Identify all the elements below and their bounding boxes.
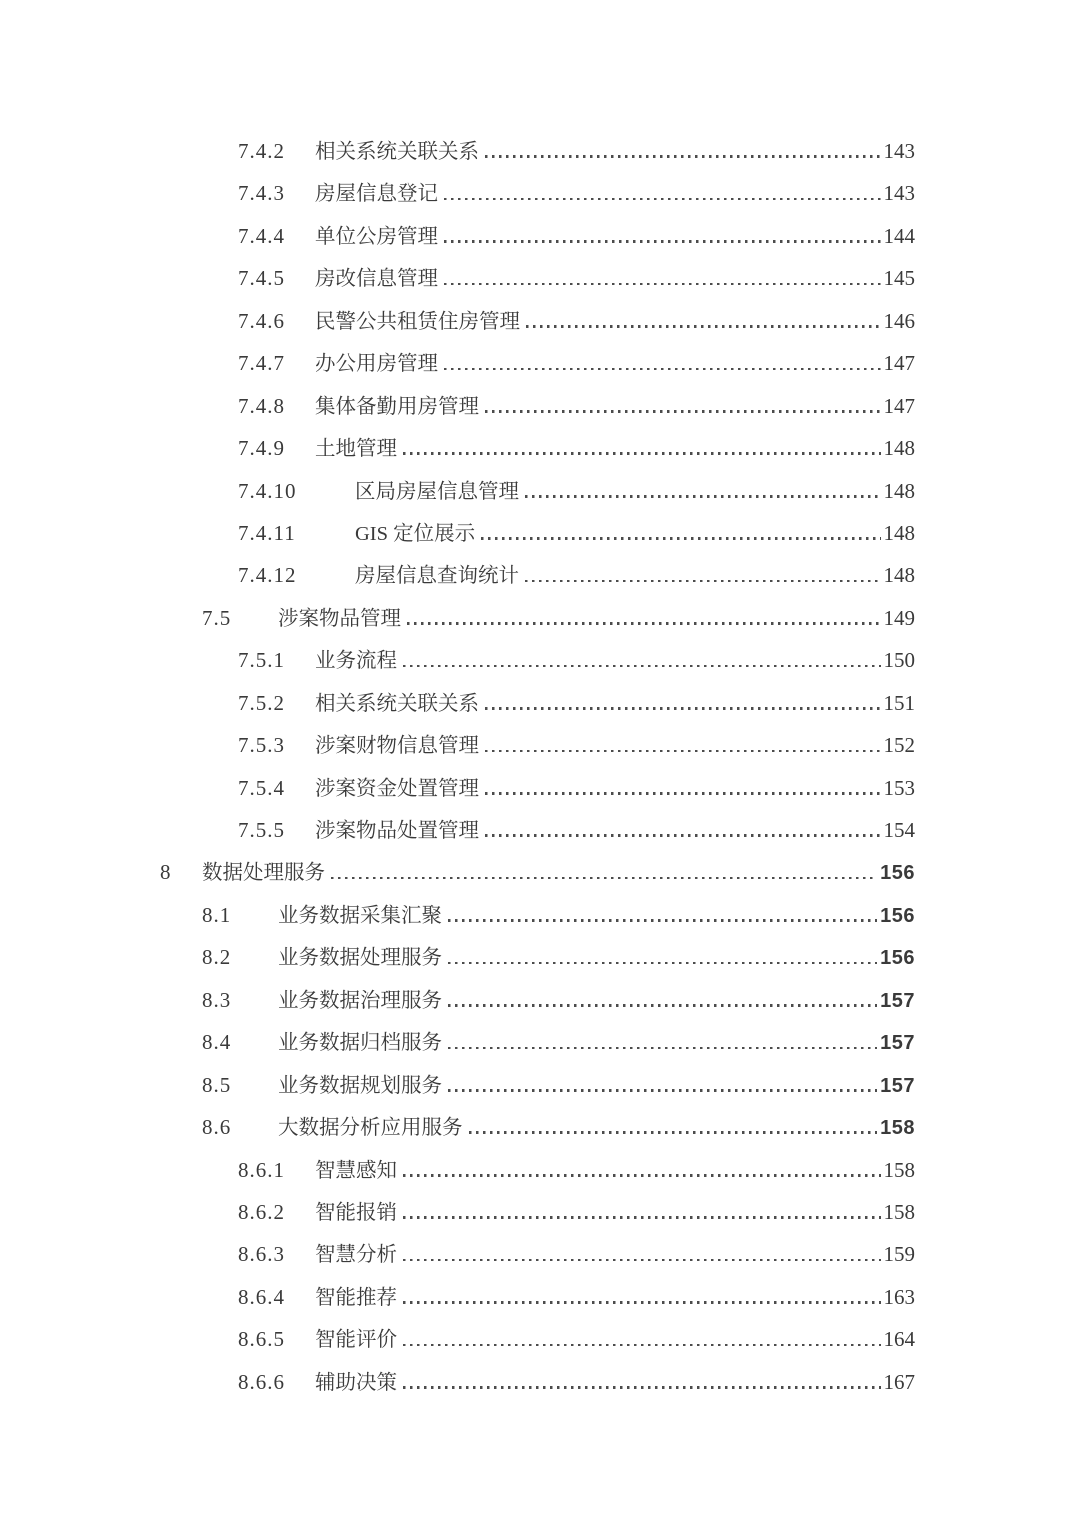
table-of-contents — [0, 130, 1080, 1403]
toc-entry-page-number: 148 — [883, 563, 915, 588]
toc-entry[interactable] — [0, 385, 1080, 427]
toc-entry-number: 8.6.4 — [238, 1284, 285, 1309]
toc-entry-title: 相关系统关联关系 — [315, 141, 479, 163]
dot-leader — [485, 707, 881, 710]
toc-entry-title: 集体备勤用房管理 — [315, 395, 479, 418]
toc-entry-page-number: 156 — [880, 862, 915, 885]
toc-entry-page-number: 163 — [883, 1284, 915, 1309]
toc-entry-number: 8.6.3 — [238, 1242, 285, 1267]
toc-entry[interactable] — [0, 257, 1080, 299]
dot-leader — [403, 1216, 881, 1219]
toc-entry-page-number: 157 — [880, 989, 915, 1012]
toc-entry-page-number: 149 — [883, 605, 915, 630]
toc-entry-number: 7.4.12 — [238, 563, 297, 588]
toc-entry-title: 涉案物品管理 — [278, 607, 401, 630]
toc-entry[interactable] — [0, 1106, 1080, 1148]
dot-leader — [481, 537, 880, 540]
toc-entry[interactable] — [0, 894, 1080, 936]
toc-entry-number: 8.5 — [202, 1072, 232, 1097]
toc-entry-number: 7.5.1 — [238, 648, 285, 673]
toc-entry[interactable] — [0, 682, 1080, 724]
toc-entry[interactable] — [0, 597, 1080, 639]
dot-leader — [448, 1089, 877, 1092]
toc-entry-title: 单位公房管理 — [315, 225, 438, 248]
dot-leader — [444, 240, 881, 243]
toc-entry-page-number: 167 — [883, 1369, 915, 1394]
toc-entry-page-number: 147 — [883, 393, 915, 418]
toc-entry-number: 8.6.1 — [238, 1157, 285, 1182]
toc-entry[interactable] — [0, 724, 1080, 766]
dot-leader — [485, 155, 881, 158]
toc-entry[interactable] — [0, 1276, 1080, 1318]
toc-entry-number: 7.4.6 — [238, 308, 285, 333]
dot-leader — [448, 1047, 877, 1050]
toc-entry-number: 7.5.4 — [238, 775, 285, 800]
toc-entry-number: 7.5.3 — [238, 733, 285, 758]
toc-entry-number: 7.5.5 — [238, 818, 285, 842]
toc-entry[interactable] — [0, 809, 1080, 851]
toc-entry-title: 业务数据治理服务 — [278, 989, 442, 1012]
toc-entry-number: 8.1 — [202, 902, 232, 927]
toc-entry-page-number: 156 — [880, 947, 915, 970]
toc-entry-number: 8.6.5 — [238, 1327, 285, 1352]
toc-entry-title: 业务数据归档服务 — [278, 1032, 442, 1055]
toc-entry[interactable] — [0, 767, 1080, 809]
toc-entry-number: 8 — [160, 860, 172, 885]
toc-entry-page-number: 158 — [883, 1157, 915, 1182]
dot-leader — [448, 1004, 877, 1007]
toc-entry-page-number: 157 — [880, 1032, 915, 1055]
toc-entry-title: 涉案物品处置管理 — [315, 820, 479, 842]
toc-entry[interactable] — [0, 936, 1080, 978]
toc-entry-title: 涉案资金处置管理 — [315, 777, 479, 800]
toc-entry[interactable] — [0, 342, 1080, 384]
toc-entry[interactable] — [0, 1191, 1080, 1233]
toc-entry-title: 业务数据采集汇聚 — [278, 904, 442, 927]
dot-leader — [403, 1259, 881, 1262]
toc-entry-title: 区局房屋信息管理 — [355, 480, 519, 503]
dot-leader — [403, 1386, 881, 1389]
toc-entry-number: 8.6 — [202, 1115, 232, 1140]
toc-entry-number: 8.6.6 — [238, 1369, 285, 1394]
toc-entry-title: 业务流程 — [315, 650, 397, 673]
toc-entry[interactable] — [0, 130, 1080, 172]
toc-entry-title: 办公用房管理 — [315, 353, 438, 376]
dot-leader — [403, 1301, 881, 1304]
toc-entry-title: 智慧感知 — [315, 1159, 397, 1182]
dot-leader — [525, 495, 881, 498]
dot-leader — [331, 877, 877, 880]
toc-entry-number: 7.5.2 — [238, 690, 285, 715]
toc-entry[interactable] — [0, 172, 1080, 214]
toc-entry[interactable] — [0, 1361, 1080, 1403]
dot-leader — [485, 750, 881, 753]
toc-entry-page-number: 148 — [883, 520, 915, 545]
toc-entry-page-number: 154 — [883, 818, 915, 842]
toc-entry-page-number: 150 — [883, 648, 915, 673]
toc-entry-page-number: 148 — [883, 478, 915, 503]
toc-entry[interactable] — [0, 1149, 1080, 1191]
dot-leader — [444, 198, 881, 201]
toc-entry-number: 7.4.3 — [238, 181, 285, 206]
toc-entry[interactable] — [0, 639, 1080, 681]
toc-entry-title: 房改信息管理 — [315, 268, 438, 291]
toc-entry-number: 8.3 — [202, 987, 232, 1012]
dot-leader — [526, 325, 881, 328]
toc-entry[interactable] — [0, 979, 1080, 1021]
toc-entry-number: 8.4 — [202, 1030, 232, 1055]
toc-entry-title: 房屋信息查询统计 — [355, 565, 519, 588]
dot-leader — [403, 665, 881, 668]
toc-entry-page-number: 152 — [883, 733, 915, 758]
toc-entry-number: 8.2 — [202, 945, 232, 970]
toc-entry-title: 房屋信息登记 — [315, 183, 438, 206]
toc-entry-title: 智能推荐 — [315, 1286, 397, 1309]
toc-entry-page-number: 145 — [883, 266, 915, 291]
dot-leader — [444, 368, 881, 371]
toc-entry[interactable] — [0, 1064, 1080, 1106]
toc-entry-number: 7.5 — [202, 605, 232, 630]
dot-leader — [407, 622, 881, 625]
dot-leader — [403, 1174, 881, 1177]
toc-entry[interactable] — [0, 1021, 1080, 1063]
toc-entry[interactable] — [0, 1318, 1080, 1360]
dot-leader — [469, 1131, 878, 1134]
toc-entry-page-number: 147 — [883, 351, 915, 376]
toc-entry[interactable] — [0, 300, 1080, 342]
toc-entry-title: 业务数据规划服务 — [278, 1074, 442, 1097]
toc-entry-number: 7.4.11 — [238, 520, 296, 545]
dot-leader — [485, 834, 881, 837]
toc-entry-page-number: 153 — [883, 775, 915, 800]
toc-entry[interactable] — [0, 470, 1080, 512]
toc-entry[interactable] — [0, 554, 1080, 596]
toc-entry[interactable] — [0, 1233, 1080, 1275]
toc-entry-page-number: 146 — [883, 308, 915, 333]
toc-entry-title: 智能报销 — [315, 1201, 397, 1224]
toc-entry-title: GIS 定位展示 — [355, 522, 476, 545]
toc-entry-title: 土地管理 — [315, 438, 397, 461]
toc-entry-number: 7.4.4 — [238, 223, 285, 248]
toc-entry-page-number: 148 — [883, 436, 915, 461]
dot-leader — [485, 410, 881, 413]
toc-entry-title: 智能评价 — [315, 1329, 397, 1352]
toc-entry-number: 7.4.2 — [238, 139, 285, 163]
toc-entry-page-number: 164 — [883, 1327, 915, 1352]
dot-leader — [403, 1344, 881, 1347]
toc-entry-title: 民警公共租赁住房管理 — [315, 310, 520, 333]
dot-leader — [403, 452, 881, 455]
toc-entry-number: 7.4.8 — [238, 393, 285, 418]
toc-entry-page-number: 158 — [883, 1199, 915, 1224]
toc-entry-title: 智慧分析 — [315, 1244, 397, 1267]
toc-entry-title: 相关系统关联关系 — [315, 692, 479, 715]
toc-entry-number: 7.4.7 — [238, 351, 285, 376]
toc-entry-title: 业务数据处理服务 — [278, 947, 442, 970]
toc-entry-number: 8.6.2 — [238, 1199, 285, 1224]
dot-leader — [444, 283, 881, 286]
toc-entry[interactable] — [0, 427, 1080, 469]
toc-entry-number: 7.4.10 — [238, 478, 297, 503]
toc-entry-number: 7.4.5 — [238, 266, 285, 291]
toc-entry-page-number: 157 — [880, 1074, 915, 1097]
toc-entry-number: 7.4.9 — [238, 436, 285, 461]
toc-entry-page-number: 144 — [883, 223, 915, 248]
dot-leader — [525, 580, 881, 583]
toc-entry-page-number: 156 — [880, 904, 915, 927]
toc-entry-page-number: 143 — [883, 181, 915, 206]
toc-entry-title: 大数据分析应用服务 — [278, 1117, 463, 1140]
toc-entry-page-number: 159 — [883, 1242, 915, 1267]
dot-leader — [448, 919, 877, 922]
toc-entry-title: 数据处理服务 — [202, 862, 325, 885]
toc-entry-page-number: 151 — [883, 690, 915, 715]
toc-entry-title: 辅助决策 — [315, 1371, 397, 1394]
toc-entry-title: 涉案财物信息管理 — [315, 735, 479, 758]
toc-entry[interactable] — [0, 215, 1080, 257]
toc-entry-page-number: 158 — [880, 1117, 915, 1140]
toc-entry[interactable] — [0, 851, 1080, 893]
toc-entry[interactable] — [0, 512, 1080, 554]
dot-leader — [448, 962, 877, 965]
dot-leader — [485, 792, 881, 795]
toc-entry-page-number: 143 — [883, 139, 915, 163]
